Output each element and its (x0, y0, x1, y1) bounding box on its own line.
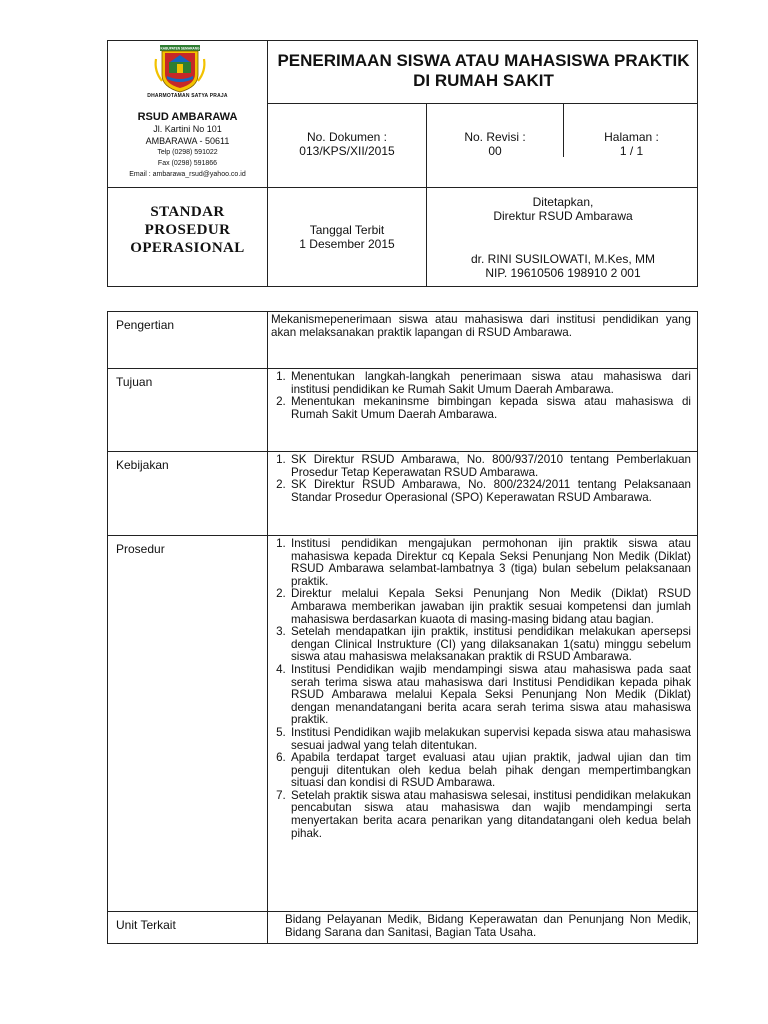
section-label: Tujuan (116, 375, 153, 389)
doc-number-label: No. Dokumen : (306, 130, 388, 144)
approved-label: Ditetapkan, (532, 195, 594, 209)
approver-nip: NIP. 19610506 198910 2 001 (485, 266, 641, 280)
logo-top-text: KABUPATEN SEMARANG (160, 46, 200, 51)
unit-terkait-text: Bidang Pelayanan Medik, Bidang Keperawatan dan Penunjang Non Medik, Bidang Sarana dan Sanitasi, Bagian Tata Usaha. (285, 913, 691, 939)
revision-value: 00 (488, 144, 502, 158)
column-divider (267, 912, 268, 943)
doc-number-cell (268, 130, 426, 158)
document-title: PENERIMAAN SISWA ATAU MAHASISWA PRAKTIK DI RUMAH SAKIT (277, 51, 690, 90)
section-label: Kebijakan (116, 458, 169, 472)
column-divider (267, 536, 268, 911)
revision-label: No. Revisi : (464, 130, 526, 144)
org-name: RSUD AMBARAWA (137, 111, 238, 123)
section-kebijakan (108, 451, 697, 535)
column-divider (267, 312, 268, 368)
approval-cell (427, 195, 699, 223)
header-divider (268, 103, 697, 104)
list-item: 5. Institusi Pendidikan wajib melakukan supervisi kepada siswa atau mahasiswa sesuai jadwal yang telah ditentukan. (289, 727, 691, 752)
section-tujuan (108, 368, 697, 451)
list-item: 6. Apabila terdapat target evaluasi atau ujian praktik, jadwal ujian dan tim penguji ditentukan oleh kedua belah pihak dengan mempertimbangkan situasi dan kondisi di RSUD Ambarawa. (289, 752, 691, 790)
doc-number-value: 013/KPS/XII/2015 (299, 144, 395, 158)
section-unit-terkait (108, 911, 697, 943)
org-email: Email : ambarawa_rsud@yahoo.co.id (129, 171, 246, 178)
list-item: 2. Direktur melalui Kepala Seksi Penunjang Non Medik (Diklat) RSUD Ambarawa memberikan jawaban ijin praktik sesuai kompetensi dan jumlah mahasiswa berdasarkan kuaota di masing-masing bidang atau bagian. (289, 588, 691, 626)
section-label: Prosedur (116, 542, 165, 556)
page-label: Halaman : (604, 130, 659, 144)
page-value: 1 / 1 (619, 144, 644, 158)
revision-cell (427, 130, 563, 158)
approver-cell (427, 252, 699, 280)
org-fax: Fax (0298) 591866 (157, 160, 218, 167)
logo (108, 41, 267, 111)
org-city: AMBARAWA - 50611 (145, 136, 230, 146)
issue-date-cell (268, 223, 426, 251)
list-item: 7. Setelah praktik siswa atau mahasiswa selesai, institusi pendidikan melakukan pencabutan siswa atau mahasiswa dan wajib mendampingi serta menyertakan berita acara penarikan yang ditandatangani oleh kedua belah pihak. (289, 790, 691, 840)
tujuan-content (271, 369, 697, 424)
column-divider (267, 452, 268, 535)
approved-role: Direktur RSUD Ambarawa (493, 209, 633, 223)
kebijakan-content (271, 452, 697, 507)
sop-content-table (107, 311, 698, 944)
list-item: 3. Setelah mendapatkan ijin praktik, institusi pendidikan melakukan apersepsi dengan Clinical Instrukture (CI) yang dilaksanakan 1(satu) minggu sebelum siswa atau mahasiswa melaksanakan praktik di RSUD Ambarawa. (289, 626, 691, 664)
list-item: 2. SK Direktur RSUD Ambarawa, No. 800/2324/2011 tentang Pelaksanaan Standar Prosedur Operasional (SPO) Keperawatan RSUD Ambarawa. (289, 479, 691, 504)
org-address: Jl. Kartini No 101 (153, 124, 222, 134)
spo-title: STANDAR PROSEDUR OPERASIONAL (130, 204, 245, 256)
list-item: 1. Menentukan langkah-langkah penerimaan siswa atau mahasiswa dari institusi pendidikan ke Rumah Sakit Umum Daerah Ambarawa. (289, 371, 691, 396)
document-header (107, 40, 698, 287)
tujuan-list (271, 371, 691, 421)
issue-date-label: Tanggal Terbit (309, 223, 385, 237)
list-item: 4. Institusi Pendidikan wajib mendampingi siswa atau mahasiswa pada saat serah terima siswa atau mahasiswa dari Institusi Pendidikan kepada pihak RSUD Ambarawa melalui Kepala Seksi Penunjang Non Medik (Diklat) dengan menandatangani berita acara serah terima siswa atau mahasiswa praktik. (289, 664, 691, 727)
section-label: Unit Terkait (116, 918, 176, 932)
issue-date-value: 1 Desember 2015 (299, 237, 395, 251)
organization-info (108, 109, 267, 180)
list-item: 1. SK Direktur RSUD Ambarawa, No. 800/937/2010 tentang Pemberlakuan Prosedur Tetap Keperawatan RSUD Ambarawa. (289, 454, 691, 479)
logo-motto: DHARMOTAMAN SATYA PRAJA (147, 93, 228, 99)
org-phone: Telp (0298) 591022 (157, 149, 218, 156)
list-item: 1. Institusi pendidikan mengajukan permohonan ijin praktik siswa atau mahasiswa kepada Direktur cq Kepala Seksi Penunjang Non Medik (Diklat) RSUD Ambarawa selambat-lambatnya 3 (tiga) bulan sebelum pelaksanaan praktik. (289, 538, 691, 588)
section-pengertian (108, 312, 697, 368)
approver-name: dr. RINI SUSILOWATI, M.Kes, MM (470, 252, 656, 266)
kebijakan-list (271, 454, 691, 504)
crest-icon (152, 45, 208, 93)
page-cell (564, 130, 699, 158)
section-label: Pengertian (116, 318, 175, 332)
list-item: 2. Menentukan mekaninsme bimbingan kepada siswa atau mahasiswa di Rumah Sakit Umum Daerah Ambarawa. (289, 396, 691, 421)
pengertian-text: Mekanismepenerimaan siswa atau mahasiswa dari institusi pendidikan yang akan melaksanakan praktik lapangan di RSUD Ambarawa. (271, 313, 691, 339)
section-prosedur (108, 535, 697, 911)
prosedur-content (271, 536, 697, 843)
column-divider (267, 369, 268, 451)
header-divider (108, 187, 697, 188)
prosedur-list (271, 538, 691, 840)
